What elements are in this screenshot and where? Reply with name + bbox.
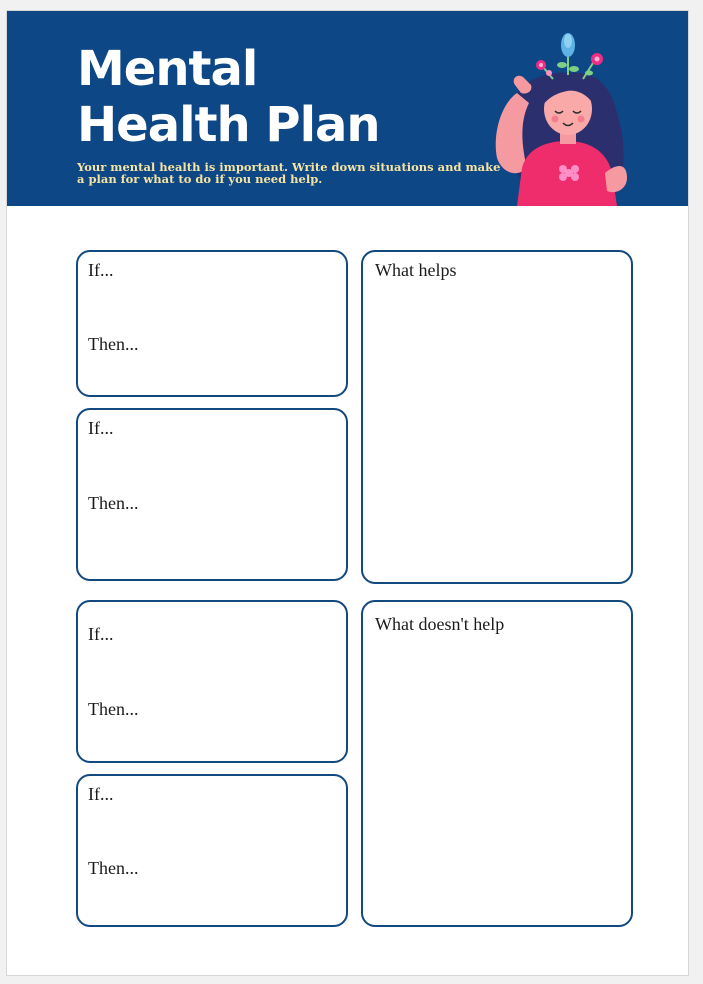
then-label: Then... [88, 858, 139, 878]
if-label: If... [88, 624, 114, 644]
plan-box[interactable] [76, 774, 348, 927]
then-label: Then... [88, 493, 139, 513]
then-label: Then... [88, 334, 139, 354]
if-label: If... [88, 784, 114, 804]
what-doesnt-help-label: What doesn't help [375, 614, 505, 634]
worksheet-page [6, 10, 689, 976]
header-banner [7, 11, 688, 206]
what-helps-box[interactable] [361, 250, 633, 584]
what-doesnt-help-box[interactable] [361, 600, 633, 927]
woman-with-flowers-illustration [477, 23, 637, 206]
page-title: Mental Health Plan [77, 41, 380, 153]
if-label: If... [88, 418, 114, 438]
what-helps-label: What helps [375, 260, 457, 280]
page-subtitle: Your mental health is important. Write down situations and make a plan for what to do if you need help. [77, 160, 501, 186]
then-label: Then... [88, 699, 139, 719]
plan-box[interactable] [76, 250, 348, 397]
plan-box[interactable] [76, 600, 348, 763]
plan-box[interactable] [76, 408, 348, 581]
if-label: If... [88, 260, 114, 280]
